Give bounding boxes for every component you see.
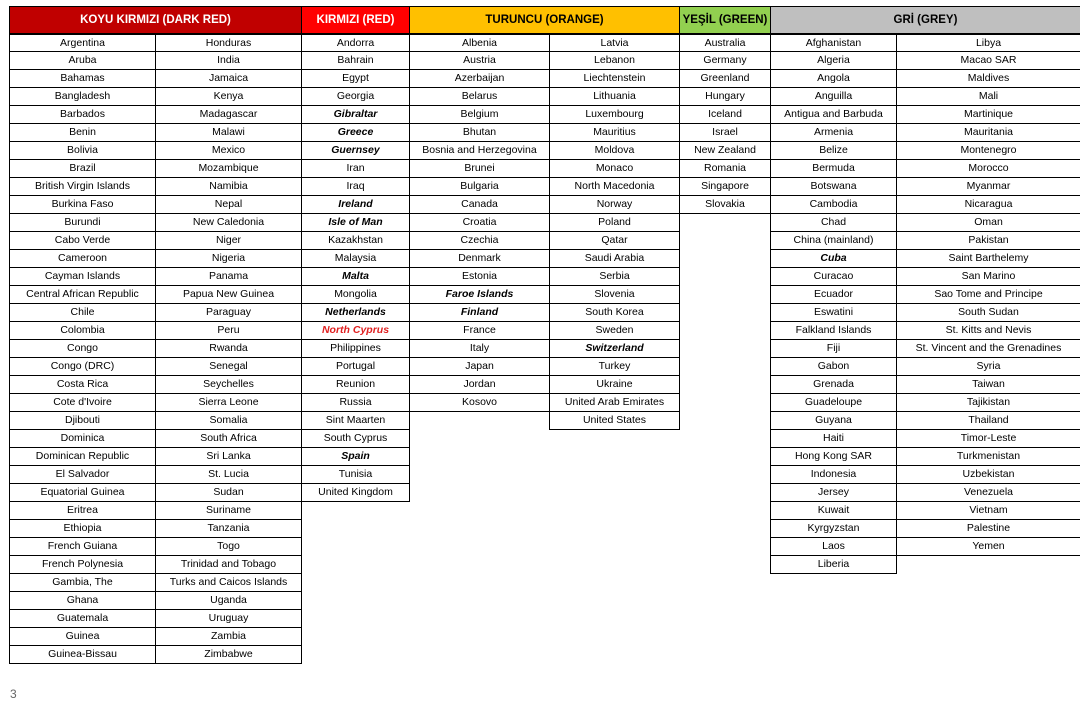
table-cell: Spain <box>301 448 410 466</box>
table-cell: Bahrain <box>301 52 410 70</box>
table-cell: Sao Tome and Principe <box>896 286 1080 304</box>
table-cell: Ecuador <box>770 286 897 304</box>
table-cell: Guyana <box>770 412 897 430</box>
table-cell: French Guiana <box>9 538 156 556</box>
table-cell: Andorra <box>301 34 410 52</box>
table-cell: Isle of Man <box>301 214 410 232</box>
table-cell: Lebanon <box>549 52 680 70</box>
header-group-4: GRİ (GREY) <box>770 6 1080 34</box>
table-cell: Central African Republic <box>9 286 156 304</box>
table-cell: Barbados <box>9 106 156 124</box>
table-cell: Cote d'Ivoire <box>9 394 156 412</box>
table-cell: Somalia <box>155 412 302 430</box>
table-cell: North Macedonia <box>549 178 680 196</box>
table-cell: France <box>409 322 550 340</box>
table-cell: Sudan <box>155 484 302 502</box>
table-cell: North Cyprus <box>301 322 410 340</box>
table-cell: Syria <box>896 358 1080 376</box>
table-cell: Aruba <box>9 52 156 70</box>
table-cell: Luxembourg <box>549 106 680 124</box>
table-cell: Tanzania <box>155 520 302 538</box>
table-cell: Mali <box>896 88 1080 106</box>
table-cell: Ghana <box>9 592 156 610</box>
table-cell: Kyrgyzstan <box>770 520 897 538</box>
table-cell: Vietnam <box>896 502 1080 520</box>
table-cell: Tajikistan <box>896 394 1080 412</box>
table-column-3 <box>409 34 550 412</box>
table-cell: Paraguay <box>155 304 302 322</box>
table-cell: Slovakia <box>679 196 771 214</box>
table-cell: Armenia <box>770 124 897 142</box>
table-cell: Romania <box>679 160 771 178</box>
table-cell: Mauritania <box>896 124 1080 142</box>
table-cell: Ukraine <box>549 376 680 394</box>
table-cell: Libya <box>896 34 1080 52</box>
table-cell: Afghanistan <box>770 34 897 52</box>
table-column-0 <box>9 34 156 664</box>
table-cell: Belarus <box>409 88 550 106</box>
table-cell: Egypt <box>301 70 410 88</box>
table-cell: Philippines <box>301 340 410 358</box>
table-cell: Gibraltar <box>301 106 410 124</box>
table-cell: Guinea-Bissau <box>9 646 156 664</box>
header-group-3: YEŞİL (GREEN) <box>679 6 771 34</box>
table-cell: Australia <box>679 34 771 52</box>
table-cell: Uzbekistan <box>896 466 1080 484</box>
table-cell: Dominican Republic <box>9 448 156 466</box>
table-cell: Japan <box>409 358 550 376</box>
table-cell: Djibouti <box>9 412 156 430</box>
table-cell: Cuba <box>770 250 897 268</box>
table-cell: Gambia, The <box>9 574 156 592</box>
table-cell: Jordan <box>409 376 550 394</box>
table-cell: Sweden <box>549 322 680 340</box>
table-cell: Bhutan <box>409 124 550 142</box>
table-cell: Honduras <box>155 34 302 52</box>
table-cell: Switzerland <box>549 340 680 358</box>
table-cell: Moldova <box>549 142 680 160</box>
table-cell: China (mainland) <box>770 232 897 250</box>
table-cell: Palestine <box>896 520 1080 538</box>
table-cell: Costa Rica <box>9 376 156 394</box>
table-cell: United Arab Emirates <box>549 394 680 412</box>
table-cell: Bahamas <box>9 70 156 88</box>
table-cell: South Cyprus <box>301 430 410 448</box>
table-cell: Lithuania <box>549 88 680 106</box>
table-cell: Zimbabwe <box>155 646 302 664</box>
table-cell: Zambia <box>155 628 302 646</box>
table-cell: Mozambique <box>155 160 302 178</box>
table-cell: Argentina <box>9 34 156 52</box>
table-cell: Brunei <box>409 160 550 178</box>
table-cell: Martinique <box>896 106 1080 124</box>
table-cell: St. Lucia <box>155 466 302 484</box>
table-cell: Oman <box>896 214 1080 232</box>
table-cell: Grenada <box>770 376 897 394</box>
table-cell: Cameroon <box>9 250 156 268</box>
table-cell: Poland <box>549 214 680 232</box>
table-cell: Curacao <box>770 268 897 286</box>
table-cell: Kenya <box>155 88 302 106</box>
table-cell: New Caledonia <box>155 214 302 232</box>
table-cell: Nigeria <box>155 250 302 268</box>
table-cell: Anguilla <box>770 88 897 106</box>
table-cell: Botswana <box>770 178 897 196</box>
table-cell: Cabo Verde <box>9 232 156 250</box>
table-cell: Guernsey <box>301 142 410 160</box>
table-cell: Denmark <box>409 250 550 268</box>
table-cell: Burkina Faso <box>9 196 156 214</box>
table-cell: Italy <box>409 340 550 358</box>
table-cell: Papua New Guinea <box>155 286 302 304</box>
table-cell: Croatia <box>409 214 550 232</box>
table-cell: Liberia <box>770 556 897 574</box>
table-cell: Germany <box>679 52 771 70</box>
table-cell: Guinea <box>9 628 156 646</box>
table-cell: Qatar <box>549 232 680 250</box>
table-cell: Maldives <box>896 70 1080 88</box>
table-cell: South Sudan <box>896 304 1080 322</box>
table-cell: Belize <box>770 142 897 160</box>
table-cell: St. Vincent and the Grenadines <box>896 340 1080 358</box>
table-cell: Jersey <box>770 484 897 502</box>
table-cell: Chile <box>9 304 156 322</box>
table-cell: Turks and Caicos Islands <box>155 574 302 592</box>
table-cell: Macao SAR <box>896 52 1080 70</box>
table-cell: Thailand <box>896 412 1080 430</box>
table-cell: Czechia <box>409 232 550 250</box>
table-cell: Singapore <box>679 178 771 196</box>
table-cell: Pakistan <box>896 232 1080 250</box>
table-cell: Liechtenstein <box>549 70 680 88</box>
table-cell: Saudi Arabia <box>549 250 680 268</box>
table-cell: Mongolia <box>301 286 410 304</box>
table-cell: Guadeloupe <box>770 394 897 412</box>
table-cell: Suriname <box>155 502 302 520</box>
table-cell: Sierra Leone <box>155 394 302 412</box>
table-cell: French Polynesia <box>9 556 156 574</box>
table-cell: Taiwan <box>896 376 1080 394</box>
table-cell: Austria <box>409 52 550 70</box>
table-cell: Brazil <box>9 160 156 178</box>
table-cell: Saint Barthelemy <box>896 250 1080 268</box>
table-cell: Russia <box>301 394 410 412</box>
table-cell: Panama <box>155 268 302 286</box>
table-cell: Antigua and Barbuda <box>770 106 897 124</box>
table-cell: Iran <box>301 160 410 178</box>
table-cell: Ireland <box>301 196 410 214</box>
table-cell: Yemen <box>896 538 1080 556</box>
table-cell: Eritrea <box>9 502 156 520</box>
table-cell: Reunion <box>301 376 410 394</box>
table-cell: Congo <box>9 340 156 358</box>
table-column-7 <box>896 34 1080 556</box>
table-cell: Sri Lanka <box>155 448 302 466</box>
table-cell: Kuwait <box>770 502 897 520</box>
table-cell: Indonesia <box>770 466 897 484</box>
table-column-5 <box>679 34 771 214</box>
table-cell: South Korea <box>549 304 680 322</box>
table-cell: Uruguay <box>155 610 302 628</box>
table-cell: Togo <box>155 538 302 556</box>
table-cell: Kosovo <box>409 394 550 412</box>
table-cell: Slovenia <box>549 286 680 304</box>
table-cell: Bangladesh <box>9 88 156 106</box>
table-cell: Trinidad and Tobago <box>155 556 302 574</box>
table-cell: Malta <box>301 268 410 286</box>
table-cell: Kazakhstan <box>301 232 410 250</box>
table-cell: Serbia <box>549 268 680 286</box>
table-cell: Burundi <box>9 214 156 232</box>
table-cell: Timor-Leste <box>896 430 1080 448</box>
table-cell: Netherlands <box>301 304 410 322</box>
table-cell: Montenegro <box>896 142 1080 160</box>
table-cell: Monaco <box>549 160 680 178</box>
table-cell: El Salvador <box>9 466 156 484</box>
table-cell: Angola <box>770 70 897 88</box>
table-cell: Myanmar <box>896 178 1080 196</box>
table-cell: Greenland <box>679 70 771 88</box>
table-cell: Sint Maarten <box>301 412 410 430</box>
table-cell: Uganda <box>155 592 302 610</box>
table-cell: Finland <box>409 304 550 322</box>
table-cell: Mauritius <box>549 124 680 142</box>
header-group-1: KIRMIZI (RED) <box>301 6 410 34</box>
table-cell: Mexico <box>155 142 302 160</box>
table-cell: Equatorial Guinea <box>9 484 156 502</box>
table-cell: Nepal <box>155 196 302 214</box>
table-cell: Guatemala <box>9 610 156 628</box>
table-cell: Bermuda <box>770 160 897 178</box>
table-cell: Colombia <box>9 322 156 340</box>
table-cell: Canada <box>409 196 550 214</box>
table-cell: Nicaragua <box>896 196 1080 214</box>
table-cell: Morocco <box>896 160 1080 178</box>
header-group-2: TURUNCU (ORANGE) <box>409 6 680 34</box>
table-cell: Portugal <box>301 358 410 376</box>
table-cell: United States <box>549 412 680 430</box>
table-cell: Norway <box>549 196 680 214</box>
table-cell: Albenia <box>409 34 550 52</box>
table-cell: Peru <box>155 322 302 340</box>
table-cell: Belgium <box>409 106 550 124</box>
table-cell: Chad <box>770 214 897 232</box>
table-cell: Hong Kong SAR <box>770 448 897 466</box>
table-cell: Iraq <box>301 178 410 196</box>
table-cell: San Marino <box>896 268 1080 286</box>
table-cell: Gabon <box>770 358 897 376</box>
table-cell: Malaysia <box>301 250 410 268</box>
table-cell: Tunisia <box>301 466 410 484</box>
table-cell: Malawi <box>155 124 302 142</box>
table-cell: United Kingdom <box>301 484 410 502</box>
table-cell: Senegal <box>155 358 302 376</box>
table-cell: Benin <box>9 124 156 142</box>
table-cell: Congo (DRC) <box>9 358 156 376</box>
table-cell: Bulgaria <box>409 178 550 196</box>
table-cell: Haiti <box>770 430 897 448</box>
table-cell: Bosnia and Herzegovina <box>409 142 550 160</box>
table-cell: Cambodia <box>770 196 897 214</box>
table-cell: Greece <box>301 124 410 142</box>
table-cell: Cayman Islands <box>9 268 156 286</box>
table-cell: Laos <box>770 538 897 556</box>
table-cell: Faroe Islands <box>409 286 550 304</box>
table-cell: Seychelles <box>155 376 302 394</box>
table-cell: Falkland Islands <box>770 322 897 340</box>
table-column-1 <box>155 34 302 664</box>
table-cell: Algeria <box>770 52 897 70</box>
table-cell: Eswatini <box>770 304 897 322</box>
table-cell: Jamaica <box>155 70 302 88</box>
table-cell: Niger <box>155 232 302 250</box>
table-cell: Hungary <box>679 88 771 106</box>
table-cell: Turkmenistan <box>896 448 1080 466</box>
table-cell: India <box>155 52 302 70</box>
table-cell: St. Kitts and Nevis <box>896 322 1080 340</box>
table-cell: Estonia <box>409 268 550 286</box>
table-cell: Iceland <box>679 106 771 124</box>
table-cell: British Virgin Islands <box>9 178 156 196</box>
table-cell: Bolivia <box>9 142 156 160</box>
table-column-2 <box>301 34 410 502</box>
table-cell: Dominica <box>9 430 156 448</box>
table-cell: Israel <box>679 124 771 142</box>
page-number: 3 <box>10 687 17 701</box>
table-cell: New Zealand <box>679 142 771 160</box>
table-cell: Fiji <box>770 340 897 358</box>
table-cell: South Africa <box>155 430 302 448</box>
table-cell: Georgia <box>301 88 410 106</box>
table-cell: Madagascar <box>155 106 302 124</box>
table-column-4 <box>549 34 680 430</box>
table-cell: Azerbaijan <box>409 70 550 88</box>
table-cell: Ethiopia <box>9 520 156 538</box>
table-cell: Venezuela <box>896 484 1080 502</box>
table-cell: Latvia <box>549 34 680 52</box>
table-cell: Rwanda <box>155 340 302 358</box>
table-column-6 <box>770 34 897 574</box>
table-cell: Turkey <box>549 358 680 376</box>
table-cell: Namibia <box>155 178 302 196</box>
header-group-0: KOYU KIRMIZI (DARK RED) <box>9 6 302 34</box>
